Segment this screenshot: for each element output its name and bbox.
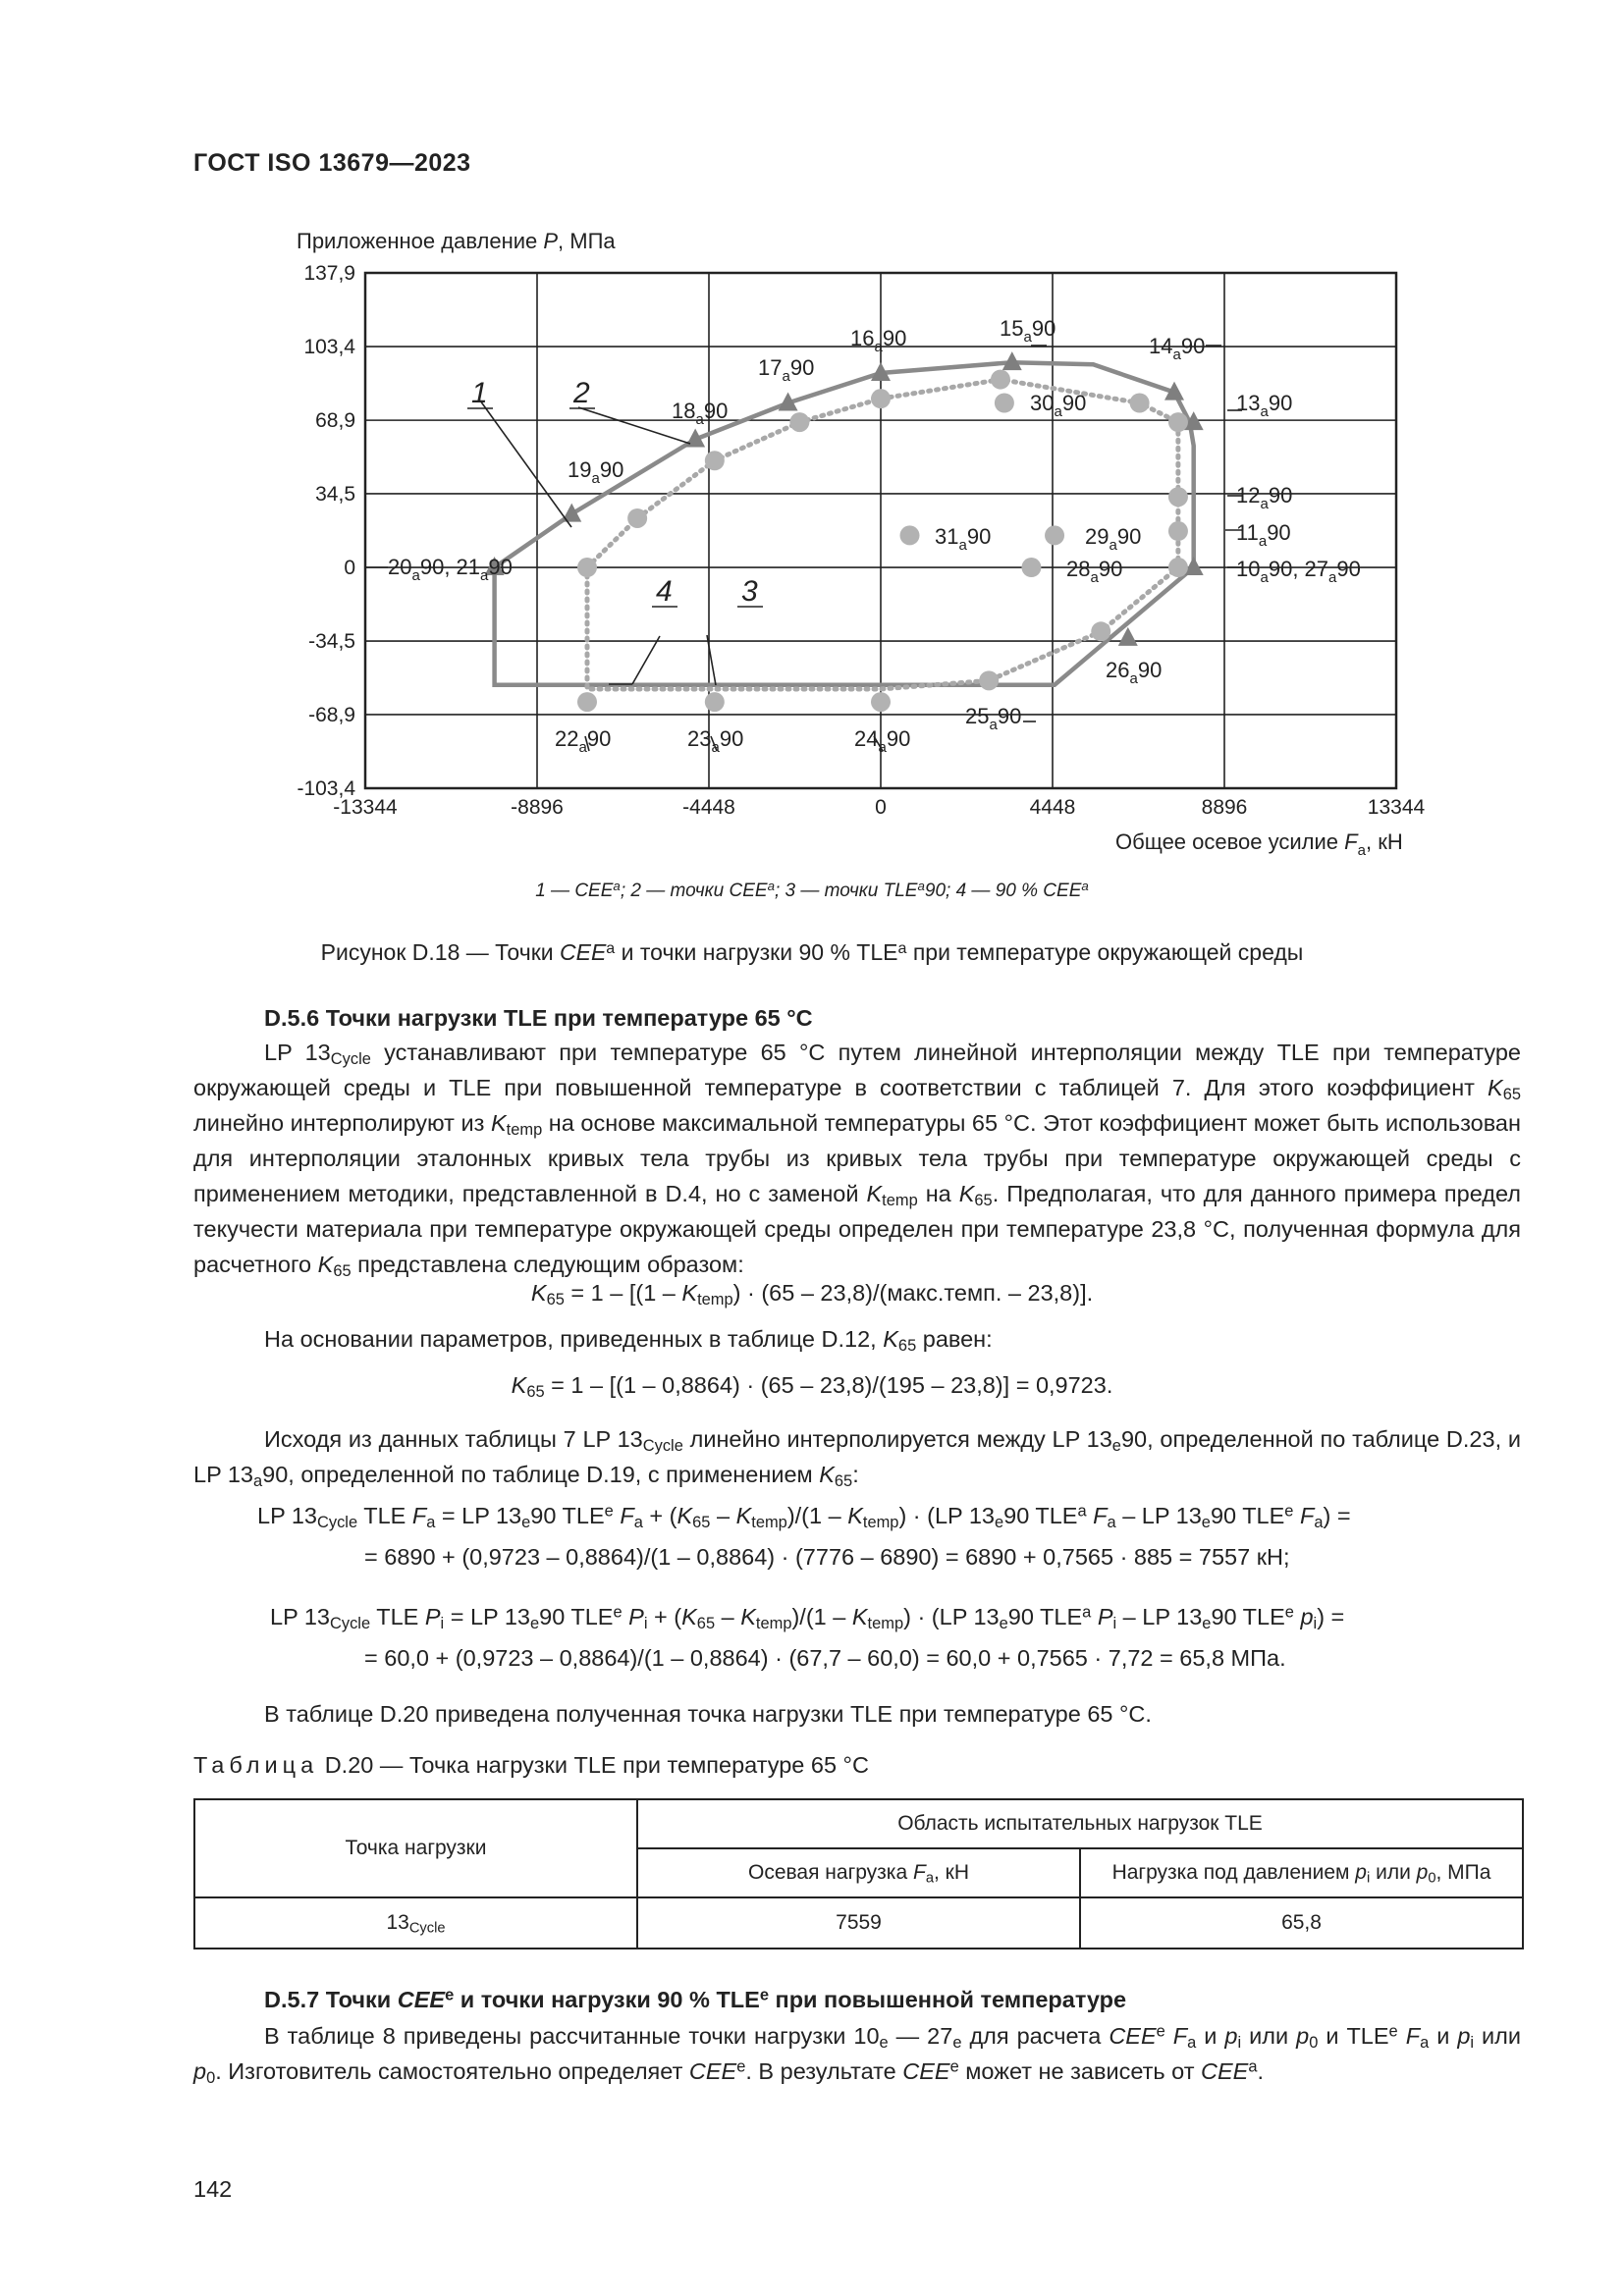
col-header-point: Точка нагрузки — [194, 1799, 637, 1897]
point-label: $10_a90$, $27_a90$ — [1236, 557, 1361, 586]
tle-point-circle — [1021, 558, 1041, 577]
paragraph-d57-1: В таблице 8 приведены рассчитанные точки нагрузки $10_e$ — $27_e$ для расчета CEE$^e$ $F_a$ и $p_i$ или $p_0$ и TLE$^e$ $F_a$ и $p_i$ или $p_0$. Изготовитель самостоятельно определяет CEE$^e$. В результате CEE$^e$ может не зависеть от CEE$^a$. — [193, 2022, 1522, 2088]
y-tick-label: -68,9 — [308, 703, 355, 726]
col-header-axial: Осевая нагрузка $F_a$, кН — [637, 1848, 1080, 1897]
point-label: $22_a90$ — [555, 726, 612, 756]
page-number: 142 — [193, 2176, 233, 2202]
tle-point-circle — [871, 692, 891, 712]
tle-point-circle — [577, 558, 597, 577]
y-tick-label: -103,4 — [297, 777, 355, 800]
group-header: Область испытательных нагрузок TLE — [637, 1799, 1523, 1848]
x-tick-label: -13344 — [333, 796, 398, 819]
paragraph-d56-2: На основании параметров, приведенных в таблице D.12, $K_{65}$ равен: — [264, 1326, 993, 1356]
formula-fa-line1: LP $13_{Cycle}$ TLE $F_a$ = LP $13_e90$ TLE$^e$ $F_a + (K_{65} - K_{temp})/(1 - K_{temp}) \cdot (LP$ $13_e90$ TLE$^a$ $F_a$ – LP $13_e90$ TLE$^e$ $F_a$) = — [257, 1502, 1351, 1532]
paragraph-d56-4: В таблице D.20 приведена полученная точка нагрузки TLE при температуре 65 °С. — [264, 1701, 1152, 1727]
point-label: $24_a90$ — [854, 726, 911, 756]
tle-point-circle — [991, 370, 1010, 390]
point-label: $25_a90$ — [965, 704, 1022, 733]
section-heading-d57: D.5.7 Точки CEE$^e$ и точки нагрузки 90 % TLE$^e$ при повышенной температуре — [264, 1986, 1127, 2012]
formula-k65-general: $K_{65} = 1 - [(1 - K_{temp}) \cdot (65$ – 23,8)/(макс.темп. – 23,8)]. — [530, 1280, 1094, 1309]
tle-point-circle — [979, 670, 999, 690]
paragraph-d56-3: Исходя из данных таблицы 7 LP $13_{Cycle}$ линейно интерполируется между LP $13_e90$, определенной по таблице D.23, и LP $13_a90$, определенной по таблице D.19, с применением $K_{65}$: — [193, 1426, 1522, 1491]
point-label: $23_a90$ — [687, 726, 744, 756]
callout-number: 2 — [573, 377, 590, 409]
cell-point: $13_{Cycle}$ — [194, 1897, 637, 1949]
cell-axial: 7559 — [637, 1897, 1080, 1949]
x-tick-label: 13344 — [1367, 796, 1426, 819]
tle-point-circle — [1168, 412, 1188, 432]
point-label: $18_a90$ — [672, 399, 729, 428]
x-tick-label: -8896 — [511, 796, 564, 819]
table-caption: Таблица D.20 — Точка нагрузки TLE при температуре 65 °С — [193, 1752, 869, 1778]
y-tick-label: -34,5 — [308, 630, 355, 654]
tle-point-circle — [705, 451, 725, 470]
y-tick-labels — [297, 262, 355, 800]
point-label: $14_a90$ — [1149, 334, 1206, 363]
point-label: $20_a90$, $21_a90$ — [388, 555, 513, 584]
y-tick-label: 103,4 — [303, 336, 355, 359]
point-label: $16_a90$ — [850, 326, 907, 355]
col-header-pressure: Нагрузка под давлением $p_i$ или $p_0$, МПа — [1080, 1848, 1523, 1897]
point-label: $30_a90$ — [1030, 391, 1087, 420]
tle-point-circle — [789, 412, 809, 432]
tle-point-circle — [577, 692, 597, 712]
formula-fa-line2: = 6890 + (0,9723 – 0,8864)/(1 – 0,8864) · (7776 – 6890) = 6890 + 0,7565 · 885 = 7557 кН; — [364, 1544, 1290, 1570]
y-tick-label: 68,9 — [315, 409, 355, 433]
callout-number: 3 — [741, 575, 758, 608]
formula-k65-value: $K_{65} = 1 - [(1 - 0,8864) \cdot (65 - 23,8)/(195 - 23,8)] = 0,9723$. — [511, 1372, 1113, 1402]
point-label: $17_a90$ — [758, 355, 815, 385]
formula-pi-line2: = 60,0 + (0,9723 – 0,8864)/(1 – 0,8864) · (67,7 – 60,0) = 60,0 + 0,7565 · 7,72 = 65,8 МПа. — [364, 1645, 1286, 1671]
y-tick-label: 0 — [344, 557, 355, 580]
x-tick-label: 0 — [875, 796, 887, 819]
tle-point-circle — [1091, 621, 1110, 641]
tle-point-circle — [627, 508, 647, 528]
document-header: ГОСТ ISO 13679—2023 — [193, 149, 471, 177]
tle-point-circle — [995, 394, 1014, 413]
formula-pi-line1: LP $13_{Cycle}$ TLE $P_i$ = LP $13_e90$ TLE$^e$ $P_i + (K_{65} - K_{temp})/(1 - K_{temp}) \cdot (LP$ $13_e90$ TLE$^a$ $P_i$ – LP $13_e90$ TLE$^e$ $p_i$) = — [270, 1603, 1345, 1633]
point-label: $29_a90$ — [1085, 524, 1142, 554]
tle-point-circle — [1168, 487, 1188, 507]
point-label: $15_a90$ — [1000, 316, 1056, 346]
tle-point-circle — [871, 389, 891, 408]
figure-legend: 1 — CEE$^a$; 2 — точки CEE$^a$; 3 — точки TLE$^a$90; 4 — 90 % CEE$^a$ — [535, 879, 1089, 901]
point-label: $13_a90$ — [1236, 391, 1293, 420]
table-d20 — [193, 1798, 1524, 1949]
section-heading-d56: D.5.6 Точки нагрузки TLE при температуре 65 °С — [264, 1005, 813, 1031]
point-label: $28_a90$ — [1066, 557, 1123, 586]
table-row — [194, 1897, 1523, 1949]
y-tick-label: 34,5 — [315, 482, 355, 506]
x-axis-label: Общее осевое усилие $F_a$, кН — [1115, 829, 1403, 859]
point-label: $19_a90$ — [568, 457, 624, 487]
paragraph-d56-1: LP $13_{Cycle}$ устанавливают при температуре 65 °С путем линейной интерполяции между TLE при температуре окружающей среды и TLE при повышенной температуре в соответствии с таблицей 7. Для этого коэффициент $K_{65}$ линейно интерполируют из $K_{temp}$ на основе максимальной температуры 65 °С. Этот коэффициент может быть использован для интерполяции эталонных кривых тела трубы из кривых тела трубы при температуре окружающей среды с применением методики, представленной в D.4, но с заменой $K_{temp}$ на $K_{65}$. Предполагая, что для данного примера предел текучести материала при температуре окружающей среды определен при температуре 23,8 °С, полученная формула для расчетного $K_{65}$ представлена следующим образом: — [193, 1040, 1521, 1281]
point-label: $31_a90$ — [935, 524, 992, 554]
point-label: $26_a90$ — [1106, 658, 1163, 687]
y-tick-label: 137,9 — [303, 262, 355, 285]
tle-point-circle — [705, 692, 725, 712]
callout-number: 4 — [656, 575, 673, 608]
x-tick-label: -4448 — [682, 796, 735, 819]
tle-point-circle — [1168, 558, 1188, 577]
tle-point-circle — [1045, 525, 1064, 545]
point-label: $11_a90$ — [1236, 520, 1291, 550]
y-axis-label: Приложенное давление P, МПа — [297, 229, 616, 253]
x-tick-label: 4448 — [1029, 796, 1076, 819]
x-tick-labels — [333, 796, 1425, 819]
x-tick-label: 8896 — [1201, 796, 1248, 819]
tle-point-circle — [1168, 521, 1188, 541]
callout-number: 1 — [471, 377, 488, 409]
point-label: $12_a90$ — [1236, 483, 1293, 512]
tle-point-circle — [1130, 394, 1150, 413]
figure-caption: Рисунок D.18 — Точки CEE$^a$ и точки нагрузки 90 % TLE$^a$ при температуре окружающей среды — [320, 938, 1304, 965]
cell-pressure: 65,8 — [1080, 1897, 1523, 1949]
leader-line — [632, 636, 660, 684]
tle-point-circle — [900, 525, 920, 545]
